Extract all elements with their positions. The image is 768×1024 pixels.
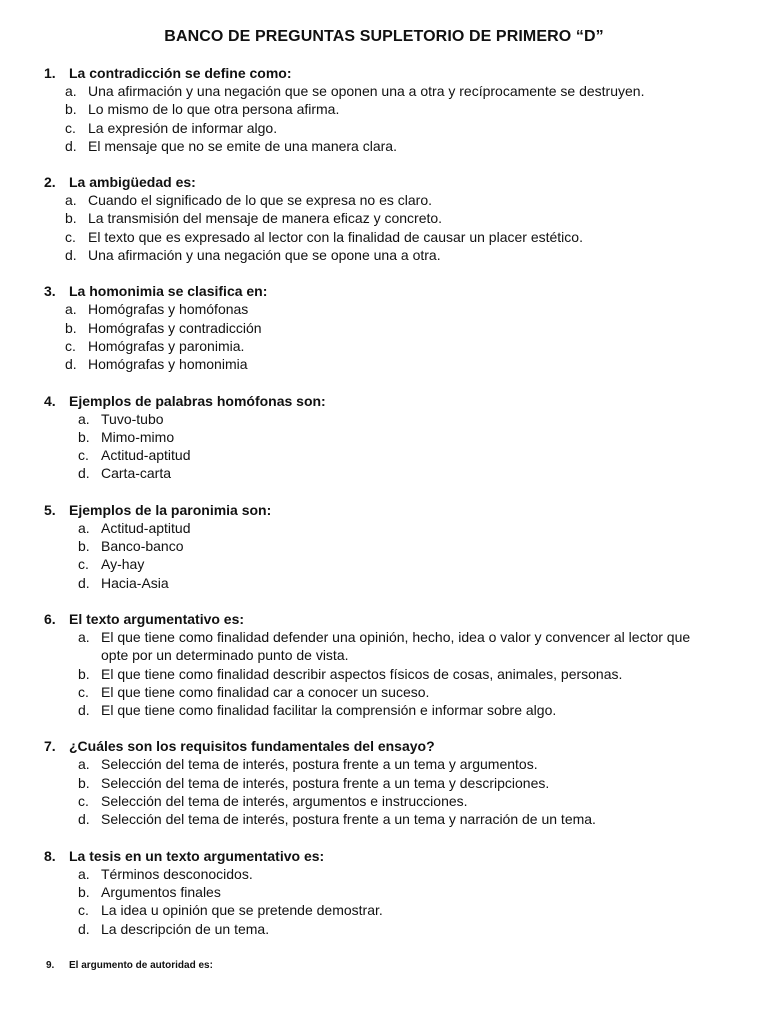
option-letter: d. <box>65 247 77 264</box>
option-item <box>0 137 768 155</box>
option-letter: d. <box>78 465 90 482</box>
question-9-heading <box>0 959 768 973</box>
option-letter: a. <box>78 628 90 645</box>
option-text: Homógrafas y homófonas <box>88 301 249 318</box>
option-text: Carta-carta <box>101 465 172 482</box>
option-letter: c. <box>78 793 89 810</box>
option-letter: b. <box>78 428 90 445</box>
option-text: El que tiene como finalidad facilitar la comprensión e informar sobre algo. <box>101 702 557 719</box>
option-text: Hacia-Asia <box>101 574 169 591</box>
option-letter: a. <box>78 410 90 427</box>
option-item <box>0 119 768 137</box>
question-item <box>0 847 768 938</box>
option-item <box>0 246 768 264</box>
option-item <box>0 519 768 537</box>
option-item <box>0 683 768 701</box>
question-heading <box>0 737 768 755</box>
option-item <box>0 810 768 828</box>
option-letter: a. <box>78 756 90 773</box>
option-item <box>0 883 768 901</box>
option-text: Lo mismo de lo que otra persona afirma. <box>88 101 340 118</box>
option-text: Selección del tema de interés, argumentos e instrucciones. <box>101 793 468 810</box>
question-number: 9. <box>46 960 55 971</box>
question-heading <box>0 847 768 865</box>
option-letter: a. <box>78 865 90 882</box>
option-letter: c. <box>65 119 76 136</box>
option-text: Actitud-aptitud <box>101 519 191 536</box>
option-item <box>0 628 768 665</box>
question-item <box>0 64 768 155</box>
option-letter: d. <box>65 137 77 154</box>
option-item <box>0 319 768 337</box>
option-item <box>0 792 768 810</box>
option-item <box>0 774 768 792</box>
option-letter: a. <box>65 301 77 318</box>
question-text: ¿Cuáles son los requisitos fundamentales del ensayo? <box>69 738 435 755</box>
option-text: Selección del tema de interés, postura frente a un tema y narración de un tema. <box>101 811 596 828</box>
option-text: Selección del tema de interés, postura frente a un tema y argumentos. <box>101 756 538 773</box>
option-letter: d. <box>78 574 90 591</box>
question-number: 3. <box>44 283 56 300</box>
option-item <box>0 355 768 373</box>
option-list <box>0 410 768 483</box>
option-item <box>0 555 768 573</box>
question-heading <box>0 173 768 191</box>
option-letter: d. <box>78 920 90 937</box>
option-letter: a. <box>78 519 90 536</box>
option-item <box>0 209 768 227</box>
question-heading <box>0 501 768 519</box>
question-number: 8. <box>44 847 56 864</box>
option-item <box>0 665 768 683</box>
option-text: Tuvo-tubo <box>101 410 164 427</box>
option-item <box>0 901 768 919</box>
question-item <box>0 282 768 373</box>
option-letter: d. <box>78 702 90 719</box>
question-item <box>0 392 768 483</box>
question-text: Ejemplos de palabras homófonas son: <box>69 392 326 409</box>
question-item <box>0 610 768 719</box>
option-text: Actitud-aptitud <box>101 447 191 464</box>
option-text: Una afirmación y una negación que se oponen una a otra y recíprocamente se destruyen. <box>88 83 645 99</box>
option-list <box>0 519 768 592</box>
question-text: El argumento de autoridad es: <box>69 960 213 971</box>
option-text: La descripción de un tema. <box>101 920 270 937</box>
option-item <box>0 337 768 355</box>
option-item <box>0 446 768 464</box>
option-letter: c. <box>78 556 89 573</box>
question-text: La tesis en un texto argumentativo es: <box>69 847 325 864</box>
option-text: Homógrafas y contradicción <box>88 319 262 336</box>
option-item <box>0 574 768 592</box>
option-item <box>0 920 768 938</box>
option-letter: a. <box>65 83 77 99</box>
option-item <box>0 191 768 209</box>
question-text: La contradicción se define como: <box>69 65 292 81</box>
option-letter: c. <box>78 902 89 919</box>
question-text: Ejemplos de la paronimia son: <box>69 501 272 518</box>
option-item <box>0 410 768 428</box>
option-item <box>0 755 768 773</box>
question-heading <box>0 282 768 300</box>
question-heading <box>0 610 768 628</box>
option-text: Cuando el significado de lo que se expresa no es claro. <box>88 192 432 209</box>
option-letter: b. <box>78 883 90 900</box>
option-list <box>0 191 768 264</box>
question-number: 1. <box>44 65 56 81</box>
option-letter: b. <box>78 774 90 791</box>
question-number: 6. <box>44 610 56 627</box>
option-text: La idea u opinión que se pretende demostrar. <box>101 902 383 919</box>
option-text: Ay-hay <box>101 556 145 573</box>
option-text: La expresión de informar algo. <box>88 119 278 136</box>
option-letter: b. <box>78 538 90 555</box>
option-list <box>0 82 768 155</box>
question-heading <box>0 64 768 82</box>
option-letter: d. <box>78 811 90 828</box>
option-letter: b. <box>78 665 90 682</box>
option-text: Homógrafas y paronimia. <box>88 337 245 354</box>
option-text: Mimo-mimo <box>101 428 175 445</box>
option-list <box>0 755 768 828</box>
option-text: El que tiene como finalidad car a conocer un suceso. <box>101 683 430 700</box>
option-item <box>0 865 768 883</box>
option-letter: b. <box>65 101 77 118</box>
option-text: Términos desconocidos. <box>101 865 253 882</box>
option-letter: d. <box>65 356 77 373</box>
option-letter: c. <box>65 228 76 245</box>
question-heading <box>0 392 768 410</box>
question-item <box>0 501 768 592</box>
option-text: Selección del tema de interés, postura frente a un tema y descripciones. <box>101 774 550 791</box>
question-text: La homonimia se clasifica en: <box>69 283 268 300</box>
question-number: 2. <box>44 174 56 191</box>
question-number: 7. <box>44 738 56 755</box>
question-item <box>0 737 768 828</box>
option-item <box>0 701 768 719</box>
question-list <box>0 64 768 956</box>
option-item <box>0 300 768 318</box>
option-letter: c. <box>65 337 76 354</box>
question-text: La ambigüedad es: <box>69 174 196 191</box>
option-item <box>0 228 768 246</box>
document-title: BANCO DE PREGUNTAS SUPLETORIO DE PRIMERO “D” <box>164 28 604 45</box>
option-list <box>0 300 768 373</box>
option-item <box>0 100 768 118</box>
option-text: Argumentos finales <box>101 883 221 900</box>
option-list <box>0 865 768 938</box>
option-letter: c. <box>78 683 89 700</box>
question-text: El texto argumentativo es: <box>69 610 245 627</box>
option-item <box>0 428 768 446</box>
option-list <box>0 628 768 719</box>
option-text: El que tiene como finalidad defender una opinión, hecho, idea o valor y convencer al lector que opte por un determinado punto de vista. <box>101 628 691 664</box>
option-text: El texto que es expresado al lector con la finalidad de causar un placer estético. <box>88 228 583 245</box>
option-text: El que tiene como finalidad describir aspectos físicos de cosas, animales, personas. <box>101 665 623 682</box>
option-text: El mensaje que no se emite de una manera clara. <box>88 137 397 154</box>
option-letter: b. <box>65 210 77 227</box>
option-letter: c. <box>78 447 89 464</box>
option-item <box>0 464 768 482</box>
option-text: Banco-banco <box>101 538 184 555</box>
option-text: La transmisión del mensaje de manera eficaz y concreto. <box>88 210 443 227</box>
option-item <box>0 537 768 555</box>
question-number: 4. <box>44 392 56 409</box>
question-number: 5. <box>44 501 56 518</box>
option-letter: a. <box>65 192 77 209</box>
question-item <box>0 173 768 264</box>
option-text: Homógrafas y homonimia <box>88 356 248 373</box>
option-letter: b. <box>65 319 77 336</box>
option-text: Una afirmación y una negación que se opone una a otra. <box>88 247 441 264</box>
option-item <box>0 82 768 100</box>
